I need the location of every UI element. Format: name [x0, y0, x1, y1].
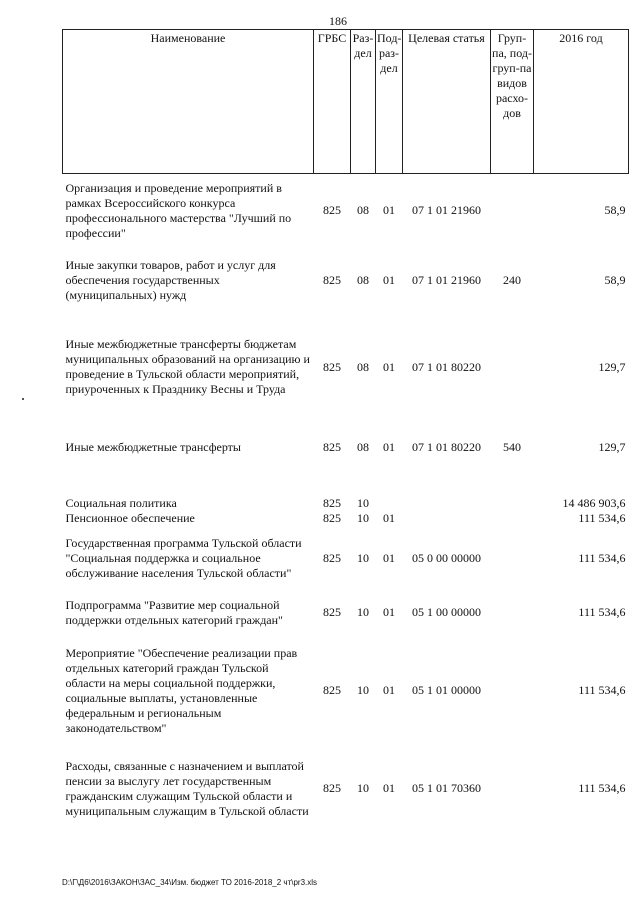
- row-article: 07 1 01 80220: [412, 359, 481, 374]
- row-podrazdel: 01: [383, 359, 395, 374]
- row-razdel: 08: [357, 359, 369, 374]
- table-row: [63, 313, 629, 422]
- row-group: [491, 473, 534, 511]
- row-group: [491, 511, 534, 527]
- table-row: [63, 473, 629, 511]
- row-podrazdel: 01: [383, 203, 395, 218]
- row-razdel: 08: [357, 272, 369, 287]
- header-grbs: ГРБС: [314, 30, 351, 174]
- row-article: 05 1 01 00000: [412, 683, 481, 697]
- row-group: [491, 313, 534, 422]
- row-name: Иные закупки товаров, работ и услуг для обеспечения государственных (муниципальных) нужд: [65, 257, 276, 302]
- file-path-footer: D:\Г\Д6\2016\ЗАКОН\ЗАС_34\Изм. бюджет ТО 2016-2018_2 чт\pr3.xls: [62, 878, 318, 887]
- row-podrazdel: 01: [383, 511, 395, 525]
- header-podrazdel: Под-раз-дел: [376, 30, 403, 174]
- row-grbs: 825: [323, 511, 341, 525]
- table-row: [63, 511, 629, 527]
- row-article: 07 1 01 21960: [412, 203, 481, 218]
- row-article: 05 1 01 70360: [412, 781, 481, 795]
- row-name: Пенсионное обеспечение: [65, 511, 195, 525]
- row-razdel: 10: [357, 781, 369, 795]
- row-group: [491, 635, 534, 747]
- table-row: [63, 527, 629, 591]
- row-podrazdel: 01: [383, 683, 395, 697]
- row-razdel: 10: [357, 683, 369, 697]
- row-sum: 129,7: [598, 439, 626, 454]
- row-sum: 129,7: [598, 359, 626, 374]
- table-row: [63, 422, 629, 473]
- row-podrazdel: 01: [383, 551, 395, 565]
- row-group: 540: [503, 439, 521, 454]
- row-grbs: 825: [323, 272, 341, 287]
- row-sum: 58,9: [604, 203, 626, 218]
- row-sum: 111 534,6: [578, 781, 626, 795]
- row-name: Иные межбюджетные трансферты: [65, 439, 241, 454]
- table-row: [63, 747, 629, 831]
- row-podrazdel: 01: [383, 605, 395, 619]
- row-sum: 111 534,6: [578, 551, 626, 565]
- row-name: Организация и проведение мероприятий в рамках Всероссийского конкурса профессионального мастерства "Лучший по профессии": [65, 180, 292, 240]
- row-grbs: 825: [323, 203, 341, 218]
- row-grbs: 825: [323, 439, 341, 454]
- budget-table: [62, 29, 629, 831]
- row-sum: 14 486 903,6: [562, 495, 626, 510]
- header-year: 2016 год: [534, 30, 629, 174]
- row-sum: 111 534,6: [578, 511, 626, 525]
- row-name: Мероприятие "Обеспечение реализации прав отдельных категорий граждан Тульской области на меры социальной поддержки, социальные выплаты, установленные федеральным и региональным законодательством": [65, 645, 298, 735]
- header-article: Целевая статья: [403, 30, 491, 174]
- row-podrazdel: 01: [383, 439, 395, 454]
- row-name: Государственная программа Тульской области "Социальная поддержка и социальное обслуживание населения Тульской области": [65, 536, 302, 580]
- row-grbs: 825: [323, 359, 341, 374]
- row-group: [491, 527, 534, 591]
- row-name: Иные межбюджетные трансферты бюджетам муниципальных образований на организацию и проведение в Тульской области мероприятий, приуроченных к Празднику Весны и Труда: [65, 337, 310, 396]
- row-article: 05 1 00 00000: [412, 605, 481, 619]
- table-row: [63, 248, 629, 313]
- row-name: Расходы, связанные с назначением и выплатой пенсии за выслугу лет государственным гражданским служащим Тульской области и муниципальным служащим в Тульской области: [65, 758, 309, 818]
- row-article: 07 1 01 80220: [412, 439, 481, 454]
- row-article: 07 1 01 21960: [412, 272, 481, 287]
- header-group: Груп-па, под-груп-па видов расхо-дов: [491, 30, 534, 174]
- row-article: 05 0 00 00000: [412, 551, 481, 565]
- row-sum: 111 534,6: [578, 605, 626, 619]
- row-name: Подпрограмма "Развитие мер социальной поддержки отдельных категорий граждан": [65, 597, 283, 627]
- row-group: 240: [503, 272, 521, 287]
- row-group: [491, 747, 534, 831]
- row-razdel: 10: [357, 495, 369, 510]
- row-group: [491, 174, 534, 248]
- row-sum: 58,9: [604, 272, 626, 287]
- row-name: Социальная политика: [65, 495, 177, 510]
- row-podrazdel: [376, 473, 403, 511]
- row-grbs: 825: [323, 605, 341, 619]
- row-grbs: 825: [323, 683, 341, 697]
- row-razdel: 08: [357, 439, 369, 454]
- table-row: [63, 591, 629, 635]
- row-razdel: 10: [357, 551, 369, 565]
- table-row: [63, 635, 629, 747]
- row-group: [491, 591, 534, 635]
- row-razdel: 10: [357, 511, 369, 525]
- header-row: [63, 30, 629, 174]
- row-razdel: 10: [357, 605, 369, 619]
- row-podrazdel: 01: [383, 272, 395, 287]
- row-grbs: 825: [323, 781, 341, 795]
- row-grbs: 825: [323, 551, 341, 565]
- row-razdel: 08: [357, 203, 369, 218]
- row-podrazdel: 01: [383, 781, 395, 795]
- page-number: 186: [329, 14, 347, 28]
- header-name: Наименование: [63, 30, 314, 174]
- row-article: [403, 473, 491, 511]
- stray-mark: [22, 398, 24, 400]
- table-row: [63, 174, 629, 248]
- row-sum: 111 534,6: [578, 683, 626, 697]
- header-razdel: Раз-дел: [351, 30, 376, 174]
- row-grbs: 825: [323, 495, 341, 510]
- row-article: [403, 511, 491, 527]
